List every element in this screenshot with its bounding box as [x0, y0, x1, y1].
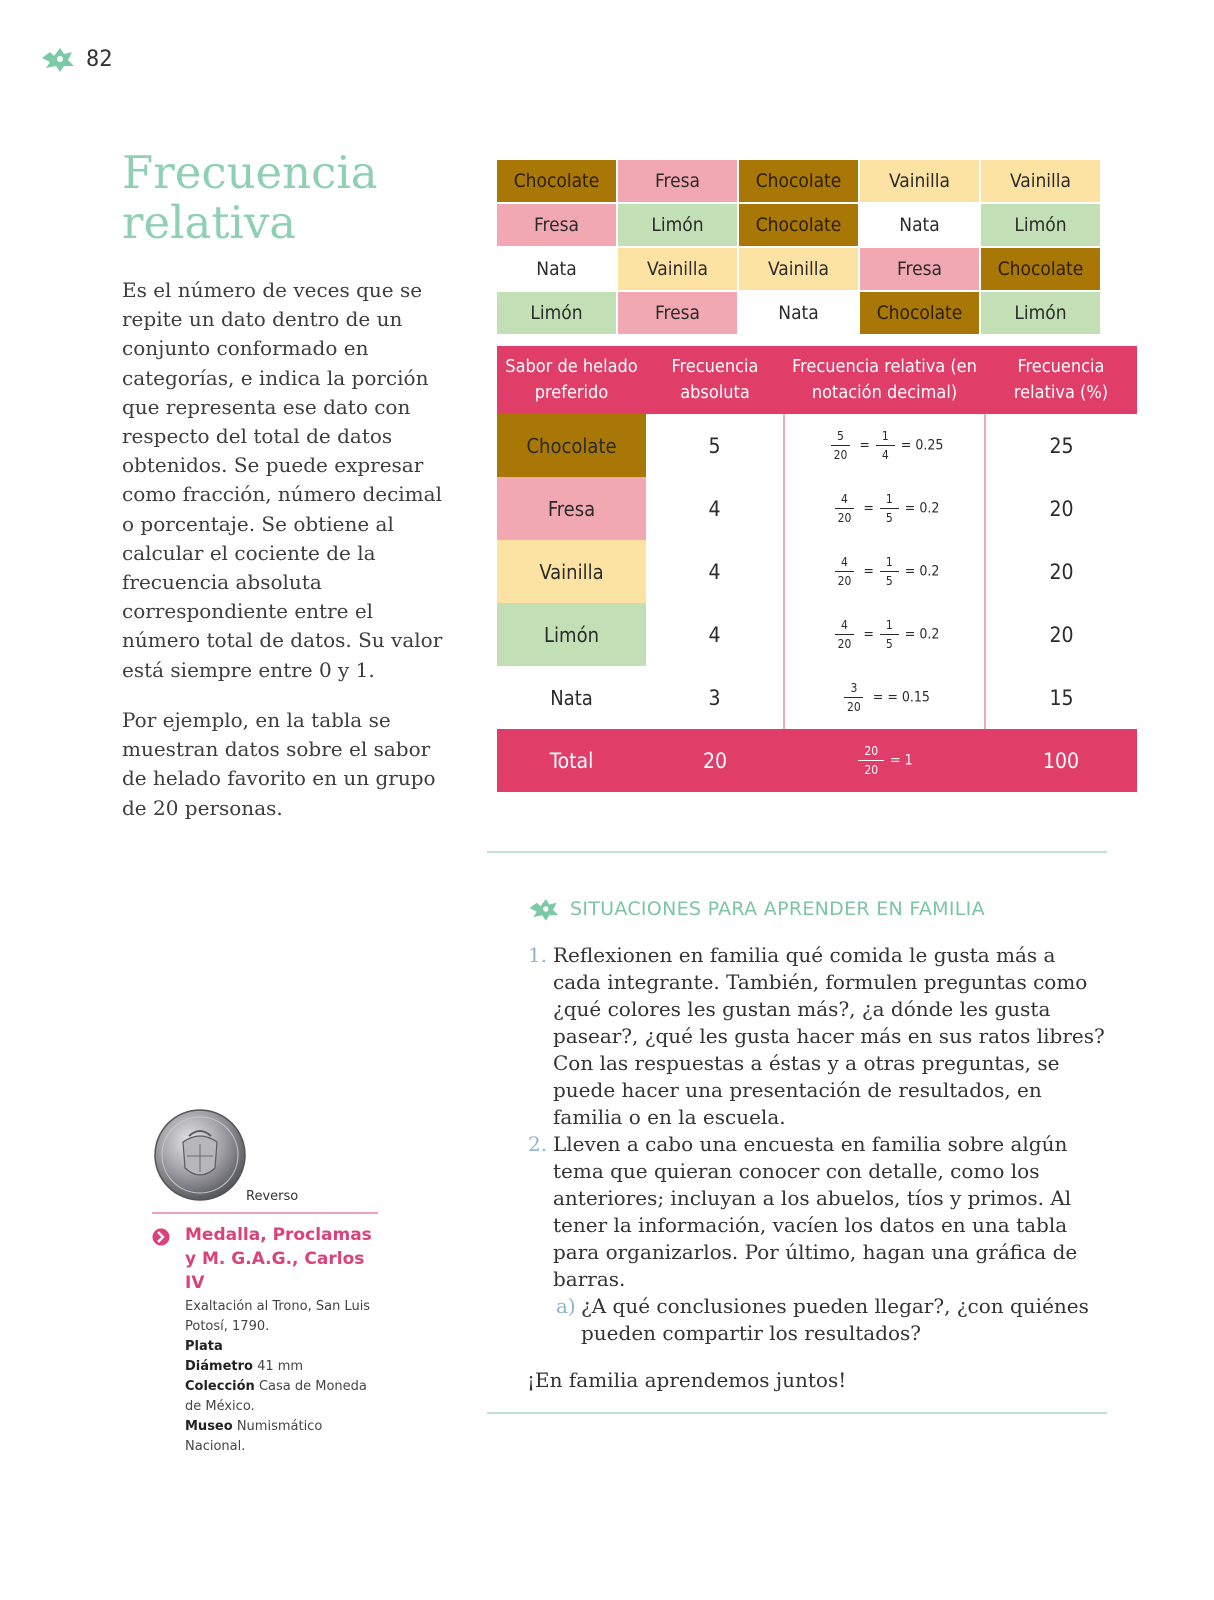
survey-cell: Vainilla	[739, 248, 860, 292]
survey-cell: Limón	[618, 204, 739, 248]
survey-cell: Limón	[981, 292, 1102, 336]
survey-cell: Vainilla	[618, 248, 739, 292]
survey-grid	[497, 160, 1102, 336]
survey-cell: Vainilla	[860, 160, 981, 204]
list-item	[525, 942, 1105, 1131]
survey-cell: Fresa	[497, 204, 618, 248]
table-row	[497, 477, 1137, 540]
table-body	[497, 414, 1137, 792]
sub-item-text: ¿A qué conclusiones pueden llegar?, ¿con quiénes pueden compartir los resultados?	[581, 1294, 1089, 1345]
medal-diameter: Diámetro 41 mm	[185, 1359, 304, 1374]
section-divider-bottom	[487, 1412, 1107, 1414]
absolute-frequency-cell: 4	[646, 603, 784, 666]
relative-percent-cell: 20	[1049, 622, 1074, 647]
medal-divider	[152, 1212, 378, 1214]
relative-percent-cell: 15	[1049, 685, 1074, 710]
chevron-right-icon	[152, 1228, 170, 1246]
page-title	[122, 148, 378, 248]
relative-percent-cell: 25	[1049, 433, 1074, 458]
medal-caption	[185, 1223, 385, 1457]
medal-museum: Museo Numismático Nacional.	[185, 1419, 323, 1454]
fraction: $\frac{4}{20}$	[832, 556, 858, 587]
medal-collection: Colección Casa de Moneda de México.	[185, 1379, 367, 1414]
header-absolute: Frecuencia absoluta	[646, 346, 784, 414]
family-activity-list	[525, 942, 1105, 1347]
sub-item	[553, 1293, 1105, 1347]
table-row	[497, 603, 1137, 666]
absolute-frequency-cell: 4	[646, 540, 784, 603]
absolute-frequency-cell: 5	[646, 414, 784, 477]
frequency-table	[497, 346, 1137, 792]
header-flavor: Sabor de helado preferido	[497, 346, 646, 414]
total-label-cell: Total	[497, 729, 646, 792]
survey-cell: Chocolate	[739, 204, 860, 248]
fraction: $\frac{4}{20}$	[832, 619, 858, 650]
page-number-text: 82	[86, 46, 113, 72]
table-row	[497, 540, 1137, 603]
survey-cell: Nata	[497, 248, 618, 292]
absolute-frequency-cell: 3	[646, 666, 784, 729]
flavor-cell: Nata	[497, 666, 646, 729]
relative-decimal-cell: $\frac{3}{20}$ = = 0.15	[784, 666, 985, 729]
medal-title: Medalla, Proclamas y M. G.A.G., Carlos IV	[185, 1225, 372, 1293]
medal-side-label: Reverso	[246, 1189, 299, 1204]
medal-material: Plata	[185, 1339, 223, 1354]
list-item	[525, 1131, 1105, 1347]
header-relative-decimal: Frecuencia relativa (en notación decimal)	[784, 346, 985, 414]
list-item-text: Reflexionen en familia qué comida le gusta más a cada integrante. También, formulen preguntas como ¿qué colores les gustan más?, ¿a dónde les gusta pasear?, ¿qué les gusta hacer más en sus ratos libres? Con las respuestas a éstas y a otras preguntas, se puede hacer una presentación de resultados, en familia o en la escuela.	[553, 943, 1105, 1129]
total-relative-decimal-cell: $\frac{20}{20}$ = 1	[784, 729, 985, 792]
page-title-line-1: Frecuencia	[122, 146, 378, 199]
total-absolute-cell: 20	[646, 729, 784, 792]
relative-percent-cell: 20	[1049, 496, 1074, 521]
definition-text: Es el número de veces que se repite un dato dentro de un conjunto conformado en categorías, e indica la porción que representa ese dato con respecto del total de datos obtenidos. Se puede expresar como fracción, número decimal o porcentaje. Se obtiene al calcular el cociente de la frecuencia absoluta correspondiente entre el número total de datos. Su valor está siempre entre 0 y 1.	[122, 278, 443, 682]
medal-subtitle: Exaltación al Trono, San Luis Potosí, 1790.	[185, 1299, 371, 1334]
page-title-line-2: relativa	[122, 196, 297, 249]
family-section-heading	[526, 895, 985, 923]
total-percent-cell: 100	[985, 729, 1137, 792]
relative-decimal-cell: $\frac{4}{20}$ = $\frac{1}{5}$ = 0.2	[784, 477, 985, 540]
medal-coin-icon	[153, 1108, 247, 1202]
page-number	[38, 44, 113, 74]
section-divider-top	[487, 851, 1107, 853]
list-item-number: 2.	[528, 1132, 548, 1156]
table-row	[497, 414, 1137, 477]
fraction: $\frac{1}{5}$	[880, 493, 899, 524]
list-item-number: 1.	[528, 943, 548, 967]
survey-cell: Fresa	[618, 160, 739, 204]
family-heading-text: SITUACIONES PARA APRENDER EN FAMILIA	[570, 898, 985, 920]
fraction: $\frac{1}{5}$	[880, 556, 899, 587]
fraction: $\frac{1}{4}$	[876, 430, 895, 461]
fraction: $\frac{1}{5}$	[880, 619, 899, 650]
relative-decimal-cell: $\frac{4}{20}$ = $\frac{1}{5}$ = 0.2	[784, 603, 985, 666]
fraction: $\frac{5}{20}$	[828, 430, 854, 461]
survey-cell: Chocolate	[860, 292, 981, 336]
header-relative-percent: Frecuencia relativa (%)	[985, 346, 1137, 414]
survey-cell: Fresa	[860, 248, 981, 292]
closing-text: ¡En familia aprendemos juntos!	[527, 1368, 847, 1392]
table-row	[497, 666, 1137, 729]
survey-cell: Fresa	[618, 292, 739, 336]
table-total-row	[497, 729, 1137, 792]
survey-cell: Nata	[860, 204, 981, 248]
table-header-row	[497, 346, 1137, 414]
relative-decimal-cell: $\frac{4}{20}$ = $\frac{1}{5}$ = 0.2	[784, 540, 985, 603]
fraction: $\frac{4}{20}$	[832, 493, 858, 524]
glyph-motif-icon	[38, 44, 78, 74]
sub-item-letter: a)	[556, 1294, 576, 1318]
glyph-motif-icon	[526, 895, 562, 923]
survey-cell: Vainilla	[981, 160, 1102, 204]
survey-cell: Chocolate	[981, 248, 1102, 292]
flavor-cell: Limón	[497, 603, 646, 666]
flavor-cell: Fresa	[497, 477, 646, 540]
fraction: $\frac{20}{20}$	[858, 745, 884, 776]
survey-cell: Chocolate	[497, 160, 618, 204]
survey-cell: Limón	[981, 204, 1102, 248]
flavor-cell: Chocolate	[497, 414, 646, 477]
survey-cell: Nata	[739, 292, 860, 336]
survey-cell: Chocolate	[739, 160, 860, 204]
relative-decimal-cell: $\frac{5}{20}$ = $\frac{1}{4}$ = 0.25	[784, 414, 985, 477]
absolute-frequency-cell: 4	[646, 477, 784, 540]
flavor-cell: Vainilla	[497, 540, 646, 603]
fraction: $\frac{3}{20}$	[841, 682, 867, 713]
relative-percent-cell: 20	[1049, 559, 1074, 584]
survey-cell: Limón	[497, 292, 618, 336]
list-item-text: Lleven a cabo una encuesta en familia sobre algún tema que quieran conocer con detalle, como los anteriores; incluyan a los abuelos, tíos y primos. Al tener la información, vacíen los datos en una tabla para organizarlos. Por último, hagan una gráfica de barras.	[553, 1132, 1078, 1291]
example-text: Por ejemplo, en la tabla se muestran datos sobre el sabor de helado favorito en un grupo de 20 personas.	[122, 708, 436, 820]
